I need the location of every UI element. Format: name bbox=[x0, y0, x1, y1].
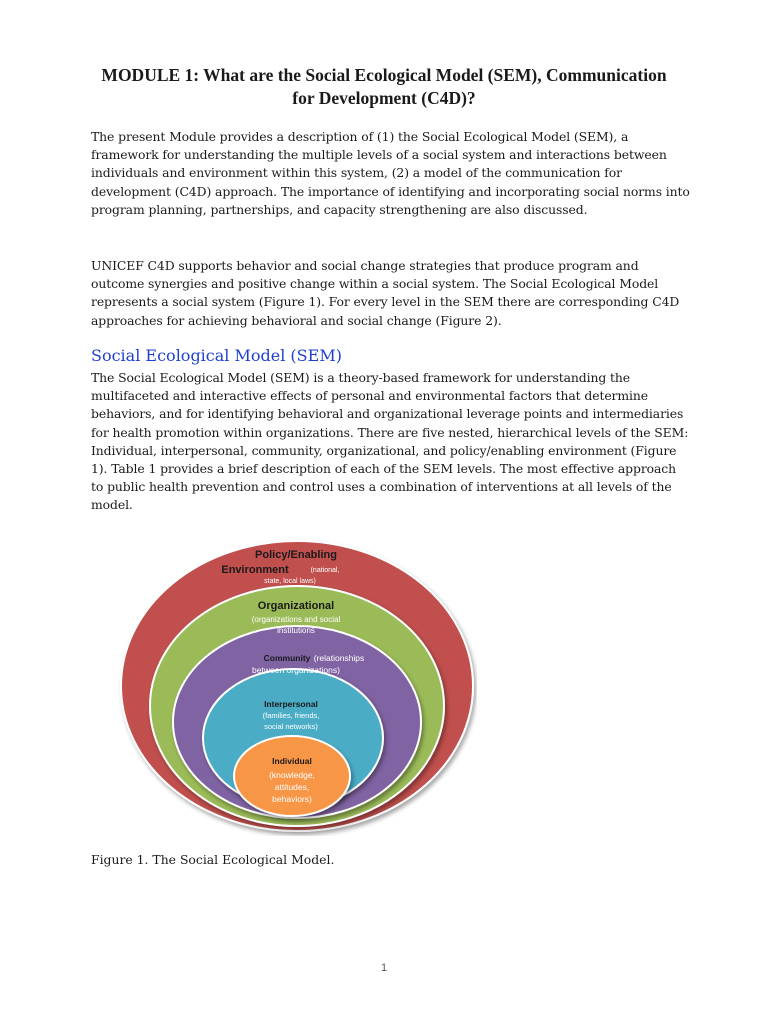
page-number: 1 bbox=[380, 962, 388, 974]
module-title-line1: MODULE 1: What are the Social Ecological Model (SEM), Communication bbox=[101, 65, 667, 85]
policy-title-line2: Environment bbox=[221, 564, 289, 576]
figure-caption: Figure 1. The Social Ecological Model. bbox=[91, 852, 335, 867]
organizational-desc-line2: institutions bbox=[277, 626, 315, 635]
interpersonal-desc-line2: social networks) bbox=[264, 722, 318, 731]
interpersonal-desc-line1: (families, friends, bbox=[262, 711, 320, 720]
community-title: Community bbox=[263, 653, 311, 663]
policy-desc-line1: (national, bbox=[310, 567, 340, 574]
community-desc-line1: (relationships bbox=[313, 653, 365, 663]
policy-desc-line2: state, local laws) bbox=[264, 578, 316, 585]
module-title-line2: for Development (C4D)? bbox=[292, 88, 476, 108]
section-heading-sem: Social Ecological Model (SEM) bbox=[91, 346, 342, 365]
sem-description-paragraph: The Social Ecological Model (SEM) is a theory-based framework for understanding the multifaceted and interactive effects of personal and environmental factors that determine behaviors, and for identifying behavioral and organizational leverage points and intermediaries for health promotion within organizations. There are five nested, hierarchical levels of the SEM: Individual, interpersonal, community, organizational, and policy/enabling environment (Figure 1). Table 1 provides a brief description of each of the SEM levels. The most effective approach to public health prevention and control uses a combination of interventions at all levels of the model. bbox=[91, 370, 689, 513]
individual-desc-line2: attitudes, bbox=[274, 782, 310, 792]
individual-title: Individual bbox=[272, 756, 312, 766]
sem-diagram bbox=[117, 536, 477, 836]
individual-desc-line3: behaviors) bbox=[272, 794, 312, 804]
policy-title-line1: Policy/Enabling bbox=[255, 549, 337, 561]
module-title bbox=[60, 64, 708, 110]
individual-desc-line1: (knowledge, bbox=[269, 770, 315, 780]
organizational-title: Organizational bbox=[257, 600, 335, 612]
organizational-desc-line1: (organizations and social bbox=[251, 615, 341, 624]
interpersonal-title: Interpersonal bbox=[264, 699, 318, 709]
intro-paragraph: The present Module provides a description of (1) the Social Ecological Model (SEM), a framework for understanding the multiple levels of a social system and interactions between individuals and environment within this system, (2) a model of the communication for development (C4D) approach. The importance of identifying and incorporating social norms into program planning, partnerships, and capacity strengthening are also discussed. bbox=[91, 129, 690, 217]
community-desc-line2: between organizations) bbox=[252, 665, 340, 675]
unicef-paragraph: UNICEF C4D supports behavior and social change strategies that produce program and outcome synergies and positive change within a social system. The Social Ecological Model represents a social system (Figure 1). For every level in the SEM there are corresponding C4D approaches for achieving behavioral and social change (Figure 2). bbox=[91, 258, 680, 328]
